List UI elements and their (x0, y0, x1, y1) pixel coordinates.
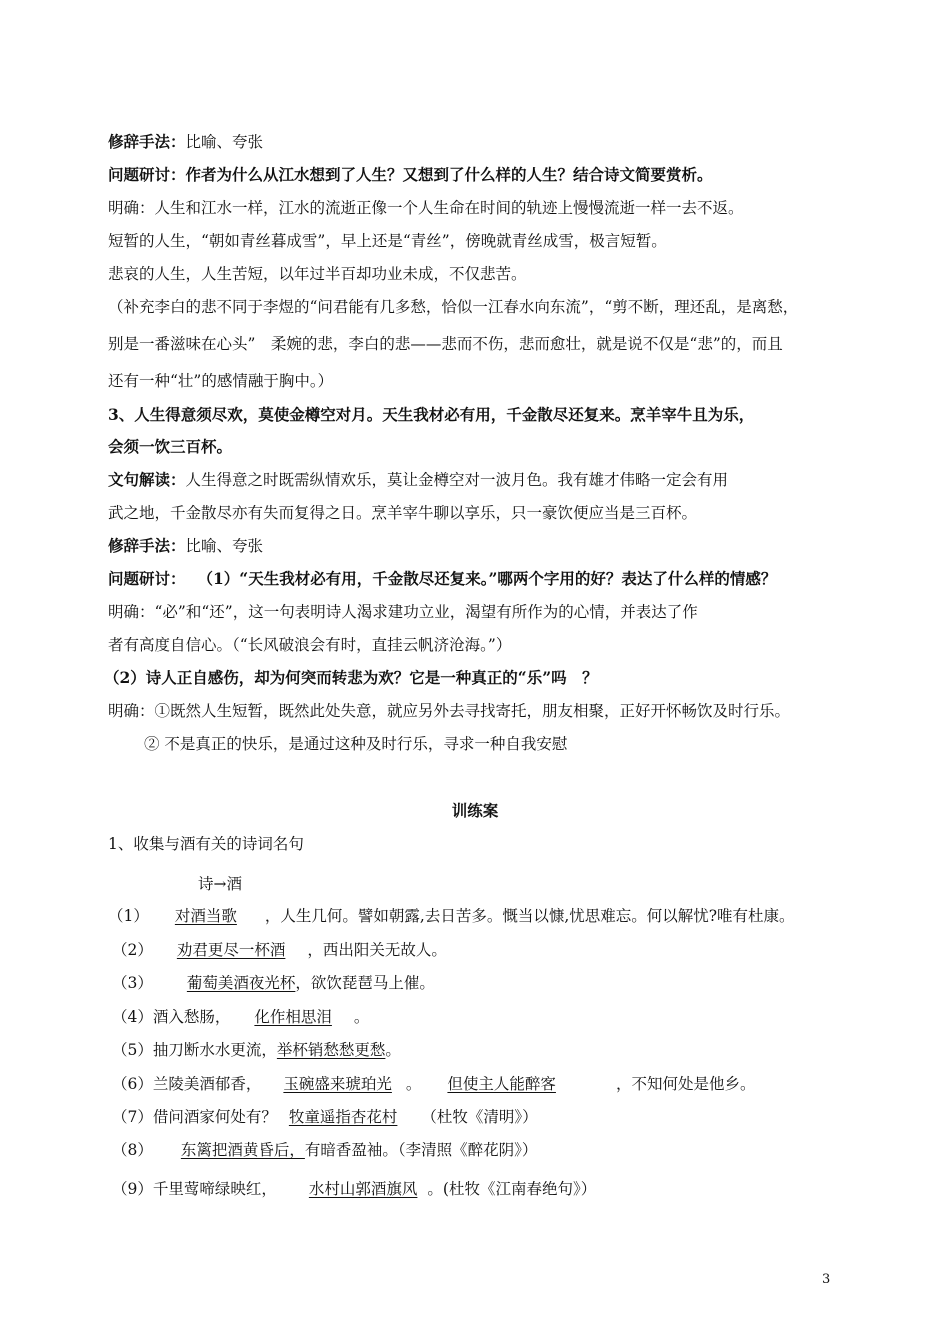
list-item: （1） 对酒当歌 ，人生几何。譬如朝露,去日苦多。慨当以慷,忧思难忘。何以解忧?唯有杜康。 (108, 907, 795, 925)
question-text: 作者为什么从江水想到了人生？又想到了什么样的人生？结合诗文简要赏析。 (185, 165, 713, 184)
section-title: 训练案 (451, 801, 499, 820)
interpretation-line: 武之地，千金散尽亦有失而复得之日。烹羊宰牛聊以享乐，只一豪饮便应当是三百杯。 (108, 504, 698, 522)
answer-line: 明确：人生和江水一样，江水的流逝正像一个人生命在时间的轨迹上慢慢流逝一样一去不返。 (108, 199, 744, 217)
supplement-line: 别是一番滋味在心头” 柔婉的悲，李白的悲——悲而不伤，悲而愈壮，就是说不仅是“悲”的，而且 (108, 335, 783, 353)
answer-blank: 对酒当歌 (174, 907, 237, 925)
verse-line: 3、人生得意须尽欢，莫使金樽空对月。天生我材必有用，千金散尽还复来。烹羊宰牛且为乐， (108, 405, 755, 424)
question-label: 问题研讨： (108, 165, 186, 184)
answer-line: 明确：①既然人生短暂，既然此处失意，就应另外去寻找寄托，朋友相聚，正好开怀畅饮及时行乐。 (108, 702, 791, 720)
rhetoric-line (108, 536, 263, 556)
page-number: 3 (822, 1272, 831, 1287)
answer-line: 明确：“必”和“还”，这一句表明诗人渴求建功立业，渴望有所作为的心情，并表达了作 (108, 603, 698, 621)
rhetoric-value: 比喻、夸张 (185, 133, 264, 151)
verse-line: 会须一饮三百杯。 (108, 437, 233, 456)
answer-blank: 东篱把酒黄昏后， (180, 1141, 305, 1159)
answer-blank: 牧童遥指杏花村 (288, 1108, 398, 1126)
list-item: （5）抽刀断水水更流，举杯销愁愁更愁。 (112, 1041, 401, 1059)
rhetoric-value: 比喻、夸张 (185, 537, 264, 555)
answer-blank: 举杯销愁愁更愁 (276, 1041, 386, 1059)
answer-blank: 玉碗盛来琥珀光 (283, 1075, 392, 1093)
supplement-line: 还有一种“壮”的感情融于胸中。） (108, 372, 334, 390)
list-item: （8） 东篱把酒黄昏后，有暗香盈袖。（李清照《醉花阴》） (112, 1141, 538, 1159)
list-item: （9）千里莺啼绿映红， 水村山郭酒旗风 。(杜牧《江南春绝句》） (112, 1180, 597, 1198)
interpretation-label: 文句解读： (108, 470, 186, 489)
task-subtitle: 诗→酒 (198, 875, 242, 893)
answer-line: ② 不是真正的快乐，是通过这种及时行乐，寻求一种自我安慰 (144, 735, 568, 753)
list-item: （7）借问酒家何处有？ 牧童遥指杏花村 （杜牧《清明》） (112, 1108, 538, 1126)
answer-blank: 葡萄美酒夜光杯 (186, 974, 296, 992)
answer-blank: 水村山郭酒旗风 (308, 1180, 418, 1198)
answer-blank: 劝君更尽一杯酒 (176, 941, 286, 959)
question-line: （2）诗人正自感伤，却为何突而转悲为欢？它是一种真正的“乐”吗 ？ (104, 668, 598, 687)
question-label: 问题研讨： (108, 569, 186, 588)
question-text: （1）“天生我材必有用，千金散尽还复来。”哪两个字用的好？表达了什么样的情感？ (197, 569, 777, 588)
list-item: （2） 劝君更尽一杯酒 ，西出阳关无故人。 (112, 941, 447, 959)
list-item: （6）兰陵美酒郁香， 玉碗盛来琥珀光 。 但使主人能醉客 ，不知何处是他乡。 (112, 1075, 756, 1093)
list-item: （3） 葡萄美酒夜光杯，欲饮琵琶马上催。 (112, 974, 435, 992)
question-line (108, 569, 776, 589)
interpretation-line (108, 470, 728, 490)
list-item: （4）酒入愁肠， 化作相思泪 。 (112, 1008, 370, 1026)
rhetoric-label: 修辞手法： (108, 536, 186, 555)
supplement-line: （补充李白的悲不同于李煜的“问君能有几多愁，恰似一江春水向东流”，“剪不断，理还乱，是离愁， (108, 298, 799, 316)
answer-blank: 化作相思泪 (254, 1008, 332, 1026)
interpretation-text: 人生得意之时既需纵情欢乐，莫让金樽空对一波月色。我有雄才伟略一定会有用 (185, 471, 729, 489)
answer-line: 短暂的人生，“朝如青丝暮成雪”，早上还是“青丝”，傍晚就青丝成雪，极言短暂。 (108, 232, 667, 250)
answer-blank: 但使主人能醉客 (447, 1075, 556, 1093)
rhetoric-label: 修辞手法： (108, 132, 186, 151)
task-line: 1、收集与酒有关的诗词名句 (108, 835, 304, 853)
answer-line: 悲哀的人生，人生苦短，以年过半百却功业未成，不仅悲苦。 (108, 265, 527, 283)
rhetoric-line (108, 132, 263, 152)
answer-line: 者有高度自信心。（“长风破浪会有时，直挂云帆济沧海。”） (108, 636, 512, 654)
question-line (108, 165, 713, 185)
